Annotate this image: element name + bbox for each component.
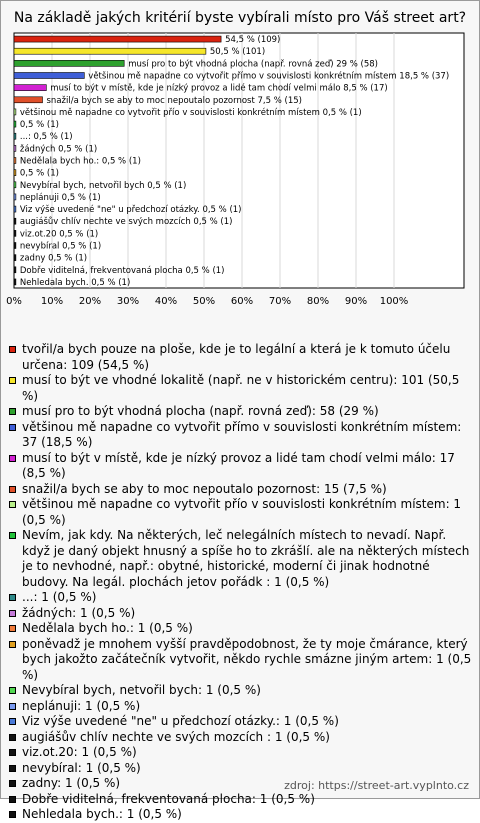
legend-item: [9, 497, 475, 528]
x-tick-label: 40%: [154, 296, 178, 307]
legend-label: neplánuji: 1 (0,5 %): [22, 698, 141, 713]
legend-label: žádných: 1 (0,5 %): [22, 605, 136, 620]
bar-label: neplánuji 0,5 % (1): [19, 192, 101, 203]
legend-item: [9, 482, 475, 498]
x-tick-label: 70%: [268, 296, 292, 307]
x-tick-label: 10%: [40, 296, 64, 307]
bar-label: Nedělala bych ho.: 0,5 % (1): [19, 156, 141, 167]
bar-label: snažil/a bych se aby to moc nepoutalo pozornost 7,5 % (15): [46, 95, 302, 106]
legend-item: [9, 683, 475, 699]
bar-label: většinou mě napadne co vytvořit přío v souvislosti konkrétním místem 0,5 % (1): [19, 107, 362, 118]
legend-swatch: [9, 610, 16, 617]
bar: [14, 194, 16, 200]
legend: [9, 342, 475, 823]
legend-item: [9, 528, 475, 590]
bar: [14, 255, 16, 261]
bar-label: musí to být v místě, kde je nízký provoz a lidé tam chodí velmi málo 8,5 % (17): [50, 83, 388, 94]
legend-label: augiášův chlív nechte ve svých mozcích : 1 (0,5 %): [22, 729, 330, 744]
legend-label: musí pro to být vhodná plocha (např. rovná zeď): 58 (29 %): [22, 404, 379, 418]
bar: [14, 109, 16, 115]
legend-item: [9, 451, 475, 482]
bar-label: Nehledala bych. 0,5 % (1): [19, 277, 131, 288]
legend-swatch: [9, 780, 16, 787]
bar: [14, 36, 221, 42]
bar: [14, 97, 43, 103]
x-tick-label: 60%: [230, 296, 254, 307]
x-tick-label: 80%: [306, 296, 330, 307]
legend-label: tvořil/a bych pouze na ploše, kde je to legální a která je k tomuto účelu určena: 109 (54,5 %): [22, 342, 451, 372]
legend-label: musí to být ve vhodné lokalitě (např. ne v historickém centru): 101 (50,5 %): [22, 373, 460, 403]
legend-item: [9, 637, 475, 684]
legend-label: zadny: 1 (0,5 %): [22, 776, 121, 790]
legend-label: snažil/a bych se aby to moc nepoutalo pozornost: 15 (7,5 %): [22, 481, 387, 496]
legend-item: [9, 730, 475, 746]
legend-item: [9, 807, 475, 823]
legend-item: [9, 404, 475, 420]
bar-chart: [6, 33, 479, 343]
legend-swatch: [9, 346, 16, 353]
legend-label: většinou mě napadne co vytvořit přímo v souvislosti konkrétním místem: 37 (18,5 %): [22, 419, 462, 449]
bar: [14, 85, 46, 91]
legend-item: [9, 606, 475, 622]
legend-label: Nevybíral bych, netvořil bych: 1 (0,5 %): [22, 683, 261, 697]
legend-item: [9, 420, 475, 451]
chart-title: Na základě jakých kritérií byste vybírali místo pro Váš street art?: [13, 10, 467, 26]
bar-label: Dobře viditelná, frekventovaná plocha 0,5 % (1): [19, 265, 225, 276]
legend-item: [9, 621, 475, 637]
bar-label: nevybíral 0,5 % (1): [19, 241, 102, 252]
legend-swatch: [9, 455, 16, 462]
legend-label: viz.ot.20: 1 (0,5 %): [22, 745, 137, 759]
x-tick-label: 100%: [379, 296, 409, 307]
bar-label: 50,5 % (101): [209, 47, 266, 58]
legend-item: [9, 699, 475, 715]
source-note: zdroj: https://street-art.vyplnto.cz: [284, 779, 469, 792]
bar-label: 0,5 % (1): [19, 120, 59, 131]
bar: [14, 48, 206, 54]
legend-label: musí to být v místě, kde je nízký provoz a lidé tam chodí velmi málo: 17 (8,5 %): [22, 450, 455, 480]
legend-label: Dobře viditelná, frekventovaná plocha: 1 (0,5 %): [22, 791, 315, 806]
bar: [14, 182, 16, 188]
legend-item: [9, 745, 475, 761]
bar: [14, 60, 124, 66]
legend-swatch: [9, 501, 16, 508]
legend-swatch: [9, 594, 16, 601]
legend-label: Viz výše uvedené "ne" u předchozí otázky.: 1 (0,5 %): [22, 714, 339, 728]
legend-label: Nedělala bych ho.: 1 (0,5 %): [22, 621, 193, 635]
bar: [14, 73, 84, 79]
legend-swatch: [9, 687, 16, 694]
x-tick-label: 30%: [116, 296, 140, 307]
legend-swatch: [9, 377, 16, 384]
legend-swatch: [9, 703, 16, 710]
bar-label: Nevybíral bych, netvořil bych 0,5 % (1): [19, 180, 187, 191]
bar-label: viz.ot.20 0,5 % (1): [19, 229, 99, 240]
bar-label: 0,5 % (1): [19, 168, 59, 179]
bar-label: musí pro to být vhodná plocha (např. rovná zeď) 29 % (58): [128, 59, 379, 70]
bar: [14, 145, 16, 151]
legend-swatch: [9, 811, 16, 818]
plot-area: [6, 33, 479, 343]
bar: [14, 158, 16, 164]
bar-label: augiášův chlív nechte ve svých mozcích 0,5 % (1): [19, 217, 233, 228]
legend-swatch: [9, 765, 16, 772]
legend-label: ...: 1 (0,5 %): [22, 590, 97, 604]
legend-item: [9, 761, 475, 777]
bar: [14, 230, 16, 236]
legend-swatch: [9, 734, 16, 741]
bar: [14, 206, 16, 212]
bar: [14, 279, 16, 285]
x-tick-label: 0%: [6, 296, 22, 307]
legend-label: poněvadž je mnohem vyšší pravděpodobnost, že ty moje čmárance, který bych jakožto začátečník vytvořit, někdo rychle smázne jiným artem: 1 (0,5 %): [22, 636, 472, 682]
bar: [14, 133, 16, 139]
bar-label: ...: 0,5 % (1): [19, 132, 73, 143]
legend-swatch: [9, 532, 16, 539]
legend-swatch: [9, 796, 16, 803]
legend-swatch: [9, 641, 16, 648]
bar-label: většinou mě napadne co vytvořit přímo v souvislosti konkrétním místem 18,5 % (37): [88, 71, 450, 82]
legend-item: [9, 714, 475, 730]
legend-swatch: [9, 424, 16, 431]
legend-label: Nevím, jak kdy. Na některých, leč nelegálních místech to nevadí. Např. když je daný objekt hnusný a spíše ho to zkrášlí. ale na některých místech je to nevhodné, např.: obytné, historické, moderní či jinak hodnotné budovy. Na legál. plochách jetov pořádk : 1 (0,5 %): [22, 528, 470, 589]
legend-item: [9, 590, 475, 606]
legend-item: [9, 342, 475, 373]
bar-label: 54,5 % (109): [225, 35, 281, 46]
legend-item: [9, 373, 475, 404]
legend-item: [9, 792, 475, 808]
bar-label: zadny 0,5 % (1): [19, 253, 88, 264]
bar: [14, 170, 16, 176]
x-tick-label: 50%: [192, 296, 216, 307]
bar: [14, 121, 16, 127]
bar: [14, 267, 16, 273]
x-tick-label: 90%: [344, 296, 368, 307]
x-tick-label: 20%: [78, 296, 102, 307]
legend-label: nevybíral: 1 (0,5 %): [22, 760, 141, 775]
legend-swatch: [9, 408, 16, 415]
legend-label: Nehledala bych.: 1 (0,5 %): [22, 807, 182, 821]
bar-label: žádných 0,5 % (1): [19, 144, 98, 155]
legend-swatch: [9, 625, 16, 632]
bar: [14, 243, 16, 249]
bar: [14, 218, 16, 224]
legend-swatch: [9, 749, 16, 756]
legend-swatch: [9, 718, 16, 725]
bar-label: Viz výše uvedené "ne" u předchozí otázky. 0,5 % (1): [19, 205, 242, 216]
legend-label: většinou mě napadne co vytvořit přío v souvislosti konkrétním místem: 1 (0,5 %): [22, 497, 462, 527]
legend-swatch: [9, 486, 16, 493]
